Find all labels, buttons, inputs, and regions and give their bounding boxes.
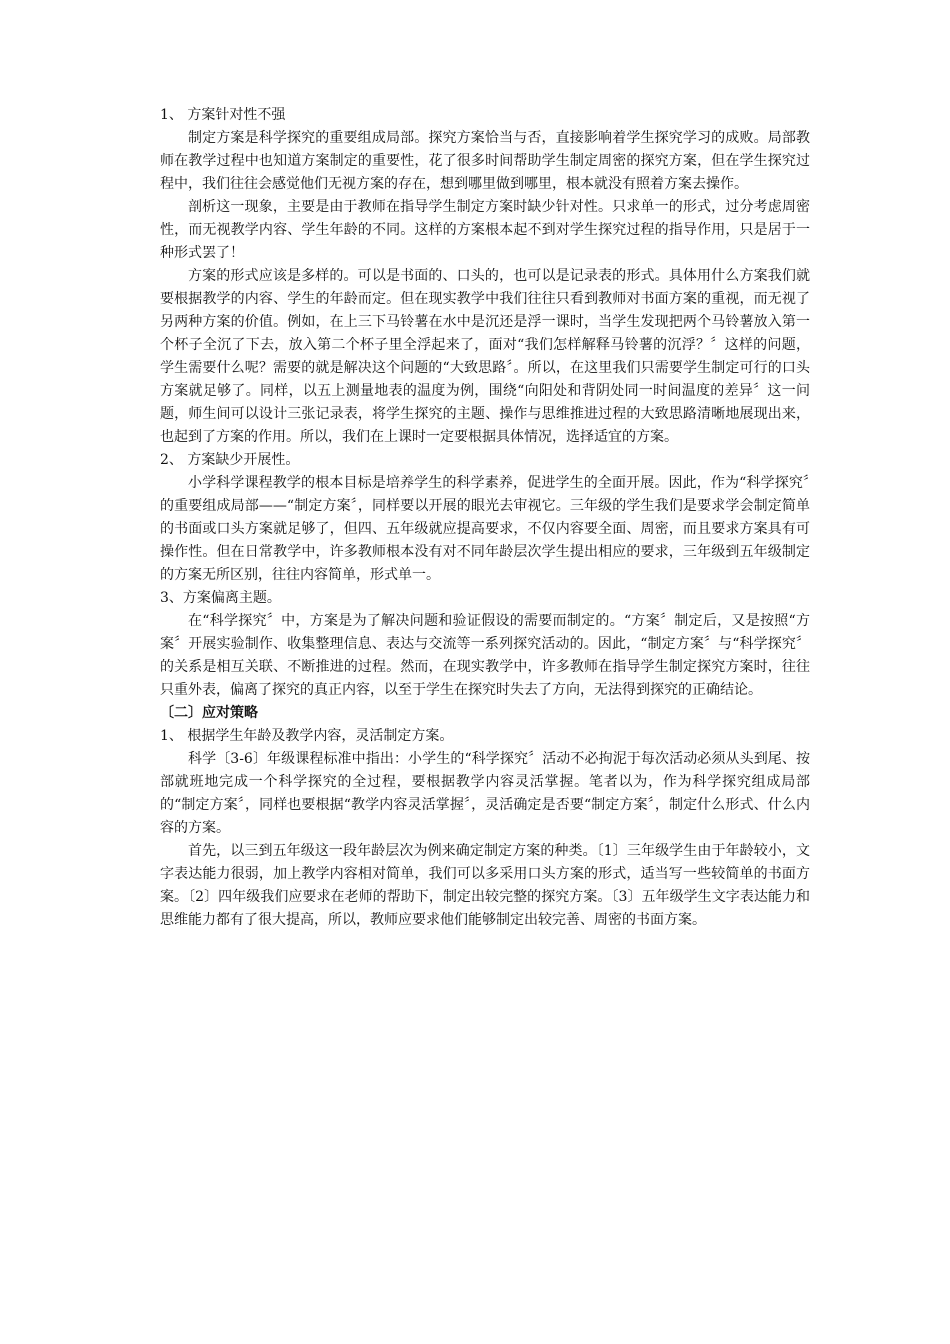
subsection-heading-1: 1、 方案针对性不强 — [160, 107, 286, 123]
section-heading-text: 〔二〕应对策略 — [160, 705, 258, 721]
section-heading — [160, 702, 810, 725]
paragraph: 剖析这一现象，主要是由于教师在指导学生制定方案时缺少针对性。只求单一的形式，过分考虑周密性，而无视教学内容、学生年龄的不同。这样的方案根本起不到对学生探究过程的指导作用，只是居于一种形式罢了！ — [160, 199, 810, 261]
document-body — [160, 104, 810, 932]
paragraph: 首先，以三到五年级这一段年龄层次为例来确定制定方案的种类。〔1〕三年级学生由于年龄较小，文字表达能力很弱，加上教学内容相对简单，我们可以多采用口头方案的形式，适当写一些较简单的书面方案。〔2〕四年级我们应要求在老师的帮助下，制定出较完整的探究方案。〔3〕五年级学生文字表达能力和思维能力都有了很大提高，所以，教师应要求他们能够制定出较完善、周密的书面方案。 — [160, 843, 810, 928]
subsection-heading-2: 2、 方案缺少开展性。 — [160, 452, 300, 468]
paragraph: 在“科学探究〞中，方案是为了解决问题和验证假设的需要而制定的。“方案〞制定后，又是按照“方案〞开展实验制作、收集整理信息、表达与交流等一系列探究活动的。因此，“制定方案〞与“科学探究〞的关系是相互关联、不断推进的过程。然而，在现实教学中，许多教师在指导学生制定探究方案时，往往只重外表，偏离了探究的真正内容，以至于学生在探究时失去了方向，无法得到探究的正确结论。 — [160, 613, 810, 698]
paragraph: 小学科学课程教学的根本目标是培养学生的科学素养，促进学生的全面开展。因此，作为“科学探究〞的重要组成局部——“制定方案〞，同样要以开展的眼光去审视它。三年级的学生我们是要求学会制定简单的书面或口头方案就足够了，但四、五年级就应提高要求，不仅内容要全面、周密，而且要求方案具有可操作性。但在日常教学中，许多教师根本没有对不同年龄层次学生提出相应的要求，三年级到五年级制定的方案无所区别，往往内容简单，形式单一。 — [160, 475, 810, 583]
subsection-heading-4: 1、 根据学生年龄及教学内容，灵活制定方案。 — [160, 728, 454, 744]
paragraph: 方案的形式应该是多样的。可以是书面的、口头的，也可以是记录表的形式。具体用什么方案我们就要根据教学的内容、学生的年龄而定。但在现实教学中我们往往只看到教师对书面方案的重视，而无视了另两种方案的价值。例如，在上三下马铃薯在水中是沉还是浮一课时，当学生发现把两个马铃薯放入第一个杯子全沉了下去，放入第二个杯子里全浮起来了，面对“我们怎样解释马铃薯的沉浮？〞这样的问题，学生需要什么呢？需要的就是解决这个问题的“大致思路〞。所以，在这里我们只需要学生制定可行的口头方案就足够了。同样，以五上测量地表的温度为例，围绕“向阳处和背阴处同一时间温度的差异〞这一问题，师生间可以设计三张记录表，将学生探究的主题、操作与思维推进过程的大致思路清晰地展现出来，也起到了方案的作用。所以，我们在上课时一定要根据具体情况，选择适宜的方案。 — [160, 268, 810, 445]
subsection-heading-3: 3、方案偏离主题。 — [160, 590, 281, 606]
paragraph: 制定方案是科学探究的重要组成局部。探究方案恰当与否，直接影响着学生探究学习的成败。局部教师在教学过程中也知道方案制定的重要性，花了很多时间帮助学生制定周密的探究方案，但在学生探究过程中，我们往往会感觉他们无视方案的存在，想到哪里做到哪里，根本就没有照着方案去操作。 — [160, 130, 810, 192]
paragraph: 科学〔3-6〕年级课程标准中指出：小学生的“科学探究〞活动不必拘泥于每次活动必须从头到尾、按部就班地完成一个科学探究的全过程，要根据教学内容灵活掌握。笔者以为，作为科学探究组成局部的“制定方案〞，同样也要根据“教学内容灵活掌握〞，灵活确定是否要“制定方案〞，制定什么形式、什么内容的方案。 — [160, 751, 810, 836]
